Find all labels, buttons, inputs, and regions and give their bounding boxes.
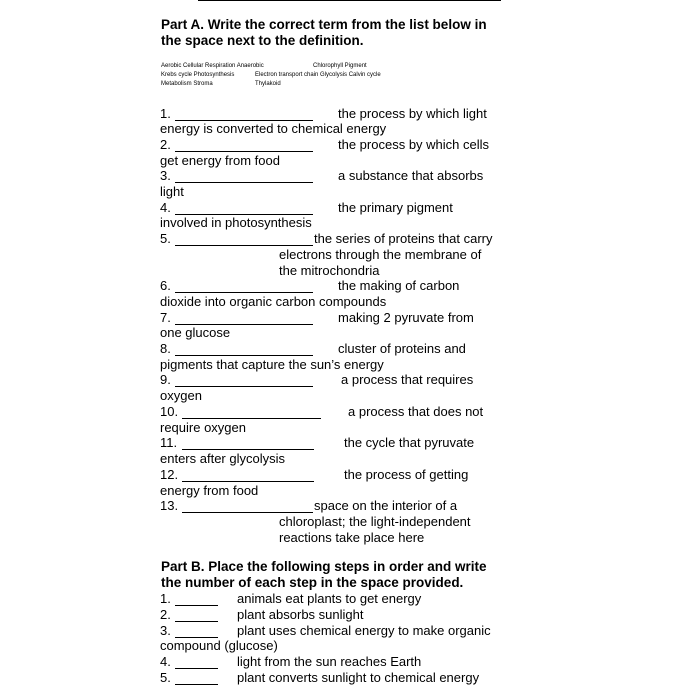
item-number: 10. (160, 404, 179, 419)
item-definition-cont: oxygen (160, 388, 202, 403)
item-number: 3. (160, 168, 171, 183)
step-number: 4. (160, 654, 171, 669)
item-definition: space on the interior of a (314, 498, 458, 513)
item-number: 7. (160, 310, 171, 325)
wordbank-row3b: Thylakoid (255, 81, 281, 87)
order-blank[interactable] (175, 684, 218, 685)
step-number: 3. (160, 623, 171, 638)
step-text-cont: compound (glucose) (160, 638, 278, 653)
item-definition: the primary pigment (338, 200, 453, 215)
item-definition-cont: involved in photosynthesis (160, 215, 312, 230)
step-text: animals eat plants to get energy (237, 591, 422, 606)
step-number: 5. (160, 670, 171, 685)
answer-blank[interactable] (182, 481, 314, 482)
item-definition-cont: get energy from food (160, 153, 280, 168)
item-number: 6. (160, 278, 171, 293)
item-number: 11. (160, 435, 178, 450)
item-definition-cont: require oxygen (160, 420, 246, 435)
answer-blank[interactable] (182, 512, 313, 513)
item-definition-cont: pigments that capture the sun’s energy (160, 357, 384, 372)
item-number: 2. (160, 137, 171, 152)
step-text: plant uses chemical energy to make organic (237, 623, 491, 638)
answer-blank[interactable] (182, 449, 314, 450)
item-number: 5. (160, 231, 171, 246)
item-definition-cont: the mitrochondria (279, 263, 380, 278)
step-number: 1. (160, 591, 171, 606)
item-definition: a substance that absorbs (338, 168, 484, 183)
answer-blank[interactable] (175, 245, 313, 246)
step-text: plant converts sunlight to chemical energy (237, 670, 480, 685)
item-number: 1. (160, 106, 171, 121)
item-definition: the cycle that pyruvate (344, 435, 475, 450)
answer-blank[interactable] (175, 151, 313, 152)
step-text: plant absorbs sunlight (237, 607, 364, 622)
part-b-heading-cont: the number of each step in the space provided. (161, 575, 464, 590)
item-definition-cont: energy from food (160, 483, 259, 498)
item-definition: the process of getting (344, 467, 469, 482)
item-definition: a process that requires (341, 372, 474, 387)
wordbank-row1b: Chlorophyll Pigment (313, 63, 367, 69)
answer-blank[interactable] (182, 418, 321, 419)
item-definition-cont: one glucose (160, 325, 231, 340)
answer-blank[interactable] (175, 292, 313, 293)
item-number: 9. (160, 372, 171, 387)
order-blank[interactable] (175, 621, 218, 622)
item-definition: making 2 pyruvate from (338, 310, 474, 325)
wordbank-row2b: Electron transport chain Glycolysis Calvin cycle (255, 72, 381, 78)
item-definition-cont: light (160, 184, 184, 199)
wordbank-row1a: Aerobic Cellular Respiration Anaerobic (161, 63, 264, 69)
item-definition: the process by which cells (338, 137, 490, 152)
item-definition-cont: enters after glycolysis (160, 451, 285, 466)
step-number: 2. (160, 607, 171, 622)
item-definition-cont: reactions take place here (279, 530, 425, 545)
answer-blank[interactable] (175, 386, 313, 387)
part-a-heading: Part A. Write the correct term from the list below in (161, 17, 487, 32)
item-definition-cont: dioxide into organic carbon compounds (160, 294, 387, 309)
order-blank[interactable] (175, 668, 218, 669)
answer-blank[interactable] (175, 355, 313, 356)
item-number: 13. (160, 498, 179, 513)
wordbank-row3a: Metabolism Stroma (161, 81, 213, 87)
item-definition-cont: energy is converted to chemical energy (160, 121, 387, 136)
item-definition: cluster of proteins and (338, 341, 466, 356)
item-number: 8. (160, 341, 171, 356)
answer-blank[interactable] (175, 182, 313, 183)
item-number: 4. (160, 200, 171, 215)
step-text: light from the sun reaches Earth (237, 654, 422, 669)
part-a-heading-cont: the space next to the definition. (161, 33, 364, 48)
part-b-heading: Part B. Place the following steps in order and write (161, 559, 487, 574)
item-number: 12. (160, 467, 179, 482)
item-definition: the series of proteins that carry (314, 231, 493, 246)
item-definition-cont: chloroplast; the light-independent (279, 514, 471, 529)
wordbank-row2a: Krebs cycle Photosynthesis (161, 72, 235, 78)
item-definition-cont: electrons through the membrane of (279, 247, 482, 262)
item-definition: a process that does not (348, 404, 484, 419)
item-definition: the process by which light (338, 106, 487, 121)
top-rule (198, 0, 501, 1)
order-blank[interactable] (175, 605, 218, 606)
item-definition: the making of carbon (338, 278, 460, 293)
